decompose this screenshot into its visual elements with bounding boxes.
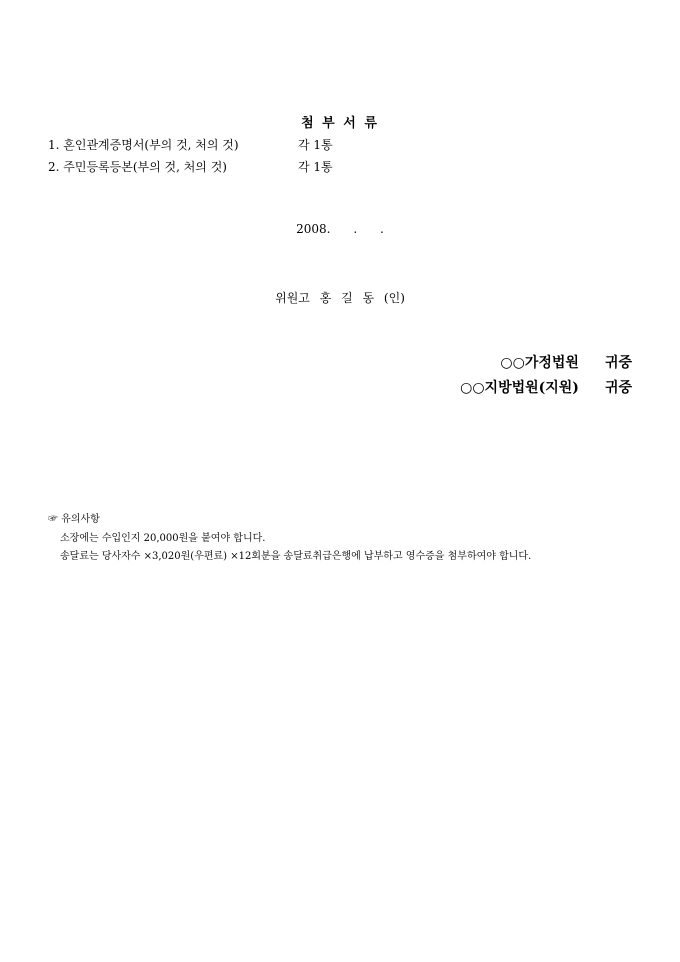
court-name: ○○지방법원(지원)	[460, 380, 579, 396]
petitioner-signature: 위원고 홍 길 동 (인)	[275, 291, 405, 305]
court-name: ○○가정법원	[500, 355, 579, 371]
court-addressee	[460, 377, 632, 397]
note-line: 소장에는 수입인지 20,000원을 붙여야 합니다.	[60, 533, 266, 544]
document-date: 2008. . .	[296, 222, 384, 236]
court-suffix: 귀중	[604, 355, 632, 371]
attachment-count: 각 1통	[298, 138, 333, 152]
attachment-count: 각 1통	[298, 160, 333, 174]
note-line: 송달료는 당사자수 ×3,020원(우편료) ×12회분을 송달료취급은행에 납부하고 영수증을 첨부하여야 합니다.	[60, 551, 532, 562]
attachment-item	[48, 136, 333, 153]
attachment-item	[48, 158, 333, 175]
attachment-name: 2. 주민등록등본(부의 것, 처의 것)	[48, 160, 227, 174]
notes-heading: ☞ 유의사항	[48, 514, 100, 525]
attachments-title: 첨 부 서 류	[301, 116, 379, 131]
attachment-name: 1. 혼인관계증명서(부의 것, 처의 것)	[48, 138, 239, 152]
court-suffix: 귀중	[604, 380, 632, 396]
court-addressee	[500, 352, 632, 372]
